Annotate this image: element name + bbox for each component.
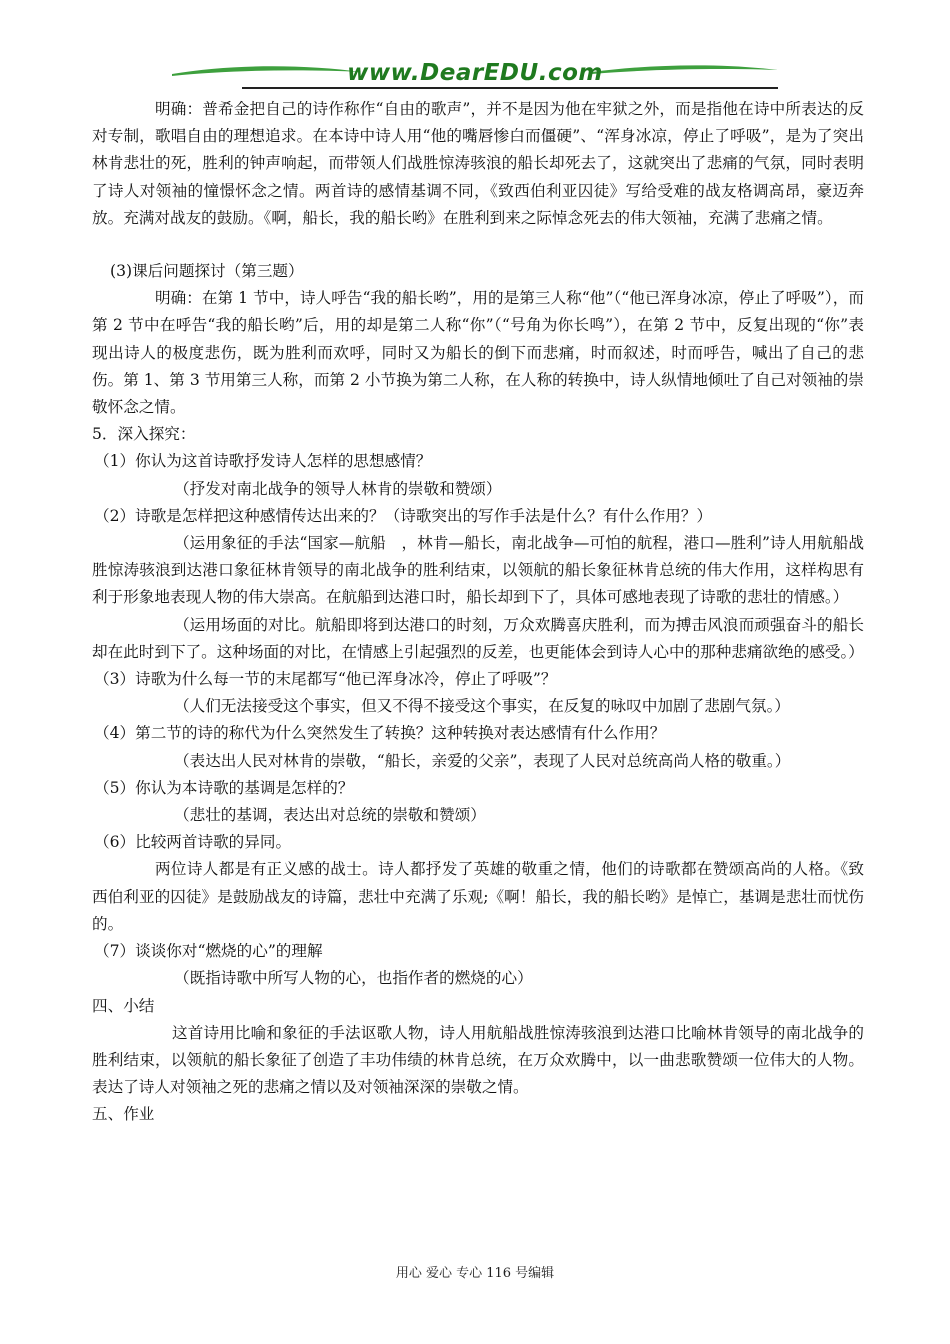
question-1: （1）你认为这首诗歌抒发诗人怎样的思想感情？ (94, 452, 432, 471)
answer-6: 两位诗人都是有正义感的战士。诗人都抒发了英雄的敬重之情，他们的诗歌都在赞颂高尚的人格。《致西伯利亚的囚徒》是鼓励战友的诗篇，悲壮中充满了乐观;《啊！船长，我的船长哟》是悼亡，基调是悲壮而忧伤的。 (92, 860, 864, 933)
paragraph-analysis: 明确：普希金把自己的诗作称作“自由的歌声”，并不是因为他在牢狱之外，而是指他在诗中所表达的反对专制，歌唱自由的理想追求。在本诗中诗人用“他的嘴唇惨白而僵硬”、“浑身冰凉，停止了呼吸”，是为了突出林肯悲壮的死，胜利的钟声响起，而带领人们战胜惊涛骇浪的船长却死去了，这就突出了悲痛的气氛，同时表明了诗人对领袖的憧憬怀念之情。两首诗的感情基调不同，《致西伯利亚囚徒》写给受难的战友格调高昂，豪迈奔放。充满对战友的鼓励。《啊，船长，我的船长哟》在胜利到来之际悼念死去的伟大领袖，充满了悲痛之情。 (92, 100, 864, 227)
question-6: （6）比较两首诗歌的异同。 (94, 833, 292, 852)
document-body (92, 96, 864, 1129)
answer-2b: （运用场面的对比。航船即将到达港口的时刻，万众欢腾喜庆胜利，而为搏击风浪而顽强奋斗的船长却在此时到下了。这种场面的对比，在情感上引起强烈的反差，也更能体会到诗人心中的那种悲痛欲绝的感受。） (92, 615, 864, 661)
question-2: （2）诗歌是怎样把这种感情传达出来的？（诗歌突出的写作手法是什么？有什么作用？） (94, 506, 713, 525)
section-homework-title: 五、作业 (92, 1105, 155, 1124)
section-3-title: (3)课后问题探讨（第三题） (110, 262, 304, 281)
question-4: （4）第二节的诗的称代为什么突然发生了转换？这种转换对表达感情有什么作用？ (94, 724, 666, 743)
answer-3: （人们无法接受这个事实，但又不得不接受这个事实，在反复的咏叹中加剧了悲剧气氛。） (174, 697, 790, 716)
header-rule (242, 87, 778, 89)
answer-5: （悲壮的基调，表达出对总统的崇敬和赞颂） (174, 806, 486, 825)
paragraph-summary: 这首诗用比喻和象征的手法讴歌人物，诗人用航船战胜惊涛骇浪到达港口比喻林肯领导的南北战争的胜利结束，以领航的船长象征了创造了丰功伟绩的林肯总统，在万众欢腾中，以一曲悲歌赞颂一位伟大的人物。表达了诗人对领袖之死的悲痛之情以及对领袖深深的崇敬之情。 (92, 1023, 864, 1097)
question-7: （7）谈谈你对“燃烧的心”的理解 (94, 942, 323, 961)
answer-7: （既指诗歌中所写人物的心，也指作者的燃烧的心） (174, 969, 533, 988)
page-footer: 用心 爱心 专心 116 号编辑 (395, 1266, 555, 1281)
section-5-title: 5．深入探究： (92, 425, 196, 444)
site-url[interactable]: www.DearEDU.com (347, 60, 603, 86)
answer-2a: （运用象征的手法“国家—航船 ，林肯—船长，南北战争—可怕的航程，港口—胜利”诗人用航船战胜惊涛骇浪到达港口象征林肯领导的南北战争的胜利结束，以领航的船长象征林肯总统的伟大作用，这样构思有利于形象地表现人物的伟大崇高。在航船到达港口时，船长却到下了，具体可感地表现了诗歌的悲壮的情感。） (92, 534, 864, 607)
answer-1: （抒发对南北战争的领导人林肯的崇敬和赞颂） (174, 479, 502, 498)
section-summary-title: 四、小结 (92, 996, 155, 1015)
page-header (172, 60, 778, 90)
question-3: （3）诗歌为什么每一节的末尾都写“他已浑身冰冷，停止了呼吸”？ (94, 670, 557, 689)
paragraph-person-shift: 明确：在第 1 节中，诗人呼告“我的船长哟”，用的是第三人称“他”（“他已浑身冰凉，停止了呼吸”），而第 2 节中在呼告“我的船长哟”后，用的却是第二人称“你”（“号角为你长鸣”），在第 2 节中，反复出现的“你”表现出诗人的极度悲伤，既为胜利而欢呼，同时又为船长的倒下而悲痛，时而叙述，时而呼告，喊出了自己的悲伤。第 1、第 3 节用第三人称，而第 2 小节换为第二人称，在人称的转换中，诗人纵情地倾吐了自己对领袖的崇敬怀念之情。 (92, 289, 864, 417)
answer-4: （表达出人民对林肯的崇敬，“船长，亲爱的父亲”，表现了人民对总统高尚人格的敬重。） (174, 751, 791, 770)
question-5: （5）你认为本诗歌的基调是怎样的？ (94, 778, 354, 797)
